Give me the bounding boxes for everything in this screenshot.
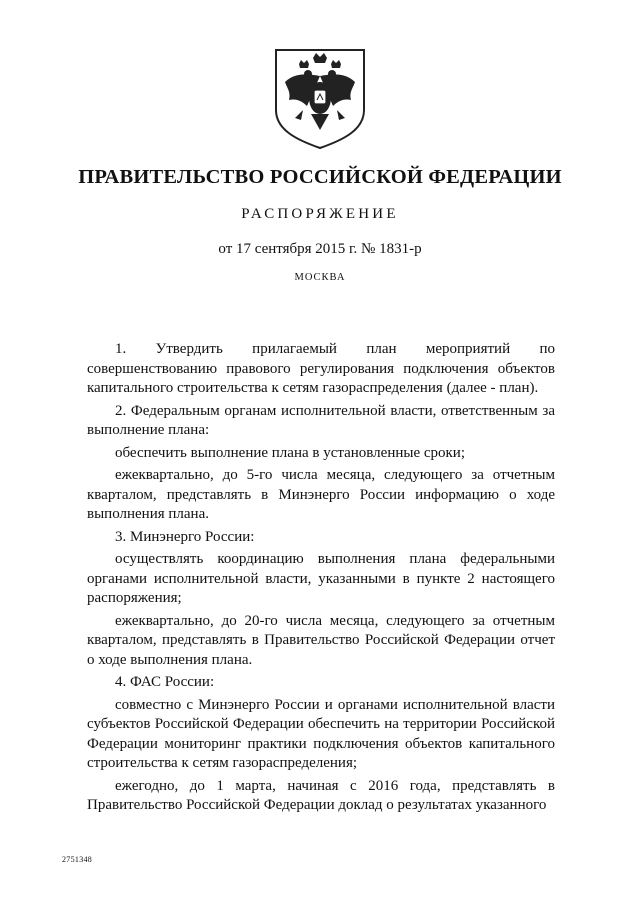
document-code: 2751348 bbox=[62, 855, 93, 864]
paragraph: 4. ФАС России: bbox=[115, 674, 215, 690]
paragraph: ежегодно, до 1 марта, начиная с 2016 года, представлять в Правительство Российской Федерации доклад о результатах указанного bbox=[87, 777, 555, 813]
document-type: РАСПОРЯЖЕНИЕ bbox=[241, 206, 399, 222]
government-title: ПРАВИТЕЛЬСТВО РОССИЙСКОЙ ФЕДЕРАЦИИ bbox=[78, 166, 562, 188]
document-date-number: от 17 сентября 2015 г. № 1831-р bbox=[218, 241, 422, 257]
paragraph: ежеквартально, до 20-го числа месяца, следующего за отчетным кварталом, представлять в Правительство Российской Федерации отчет о ходе выполнения плана. bbox=[87, 612, 555, 668]
document-body bbox=[87, 340, 555, 819]
paragraph: 2. Федеральным органам исполнительной власти, ответственным за выполнение плана: bbox=[87, 402, 555, 438]
paragraph: 3. Минэнерго России: bbox=[115, 528, 255, 545]
paragraph: обеспечить выполнение плана в установленные сроки; bbox=[115, 444, 466, 461]
paragraph: 1. Утвердить прилагаемый план мероприятий по совершенствованию правового регулирования подключения объектов капитального строительства к сетям газораспределения (далее - план). bbox=[87, 341, 555, 396]
document-city: МОСКВА bbox=[294, 272, 346, 283]
coat-of-arms-icon bbox=[273, 48, 367, 150]
paragraph: осуществлять координацию выполнения плана федеральными органами исполнительной власти, указанными в пункте 2 настоящего распоряжения; bbox=[87, 551, 555, 606]
paragraph: ежеквартально, до 5-го числа месяца, следующего за отчетным кварталом, представлять в Минэнерго России информацию о ходе выполнения плана. bbox=[87, 467, 555, 522]
paragraph: совместно с Минэнерго России и органами исполнительной власти субъектов Российской Федерации обеспечить на территории Российской Федерации мониторинг практики подключения объектов капитального строительства к сетям газораспределения; bbox=[87, 696, 555, 771]
